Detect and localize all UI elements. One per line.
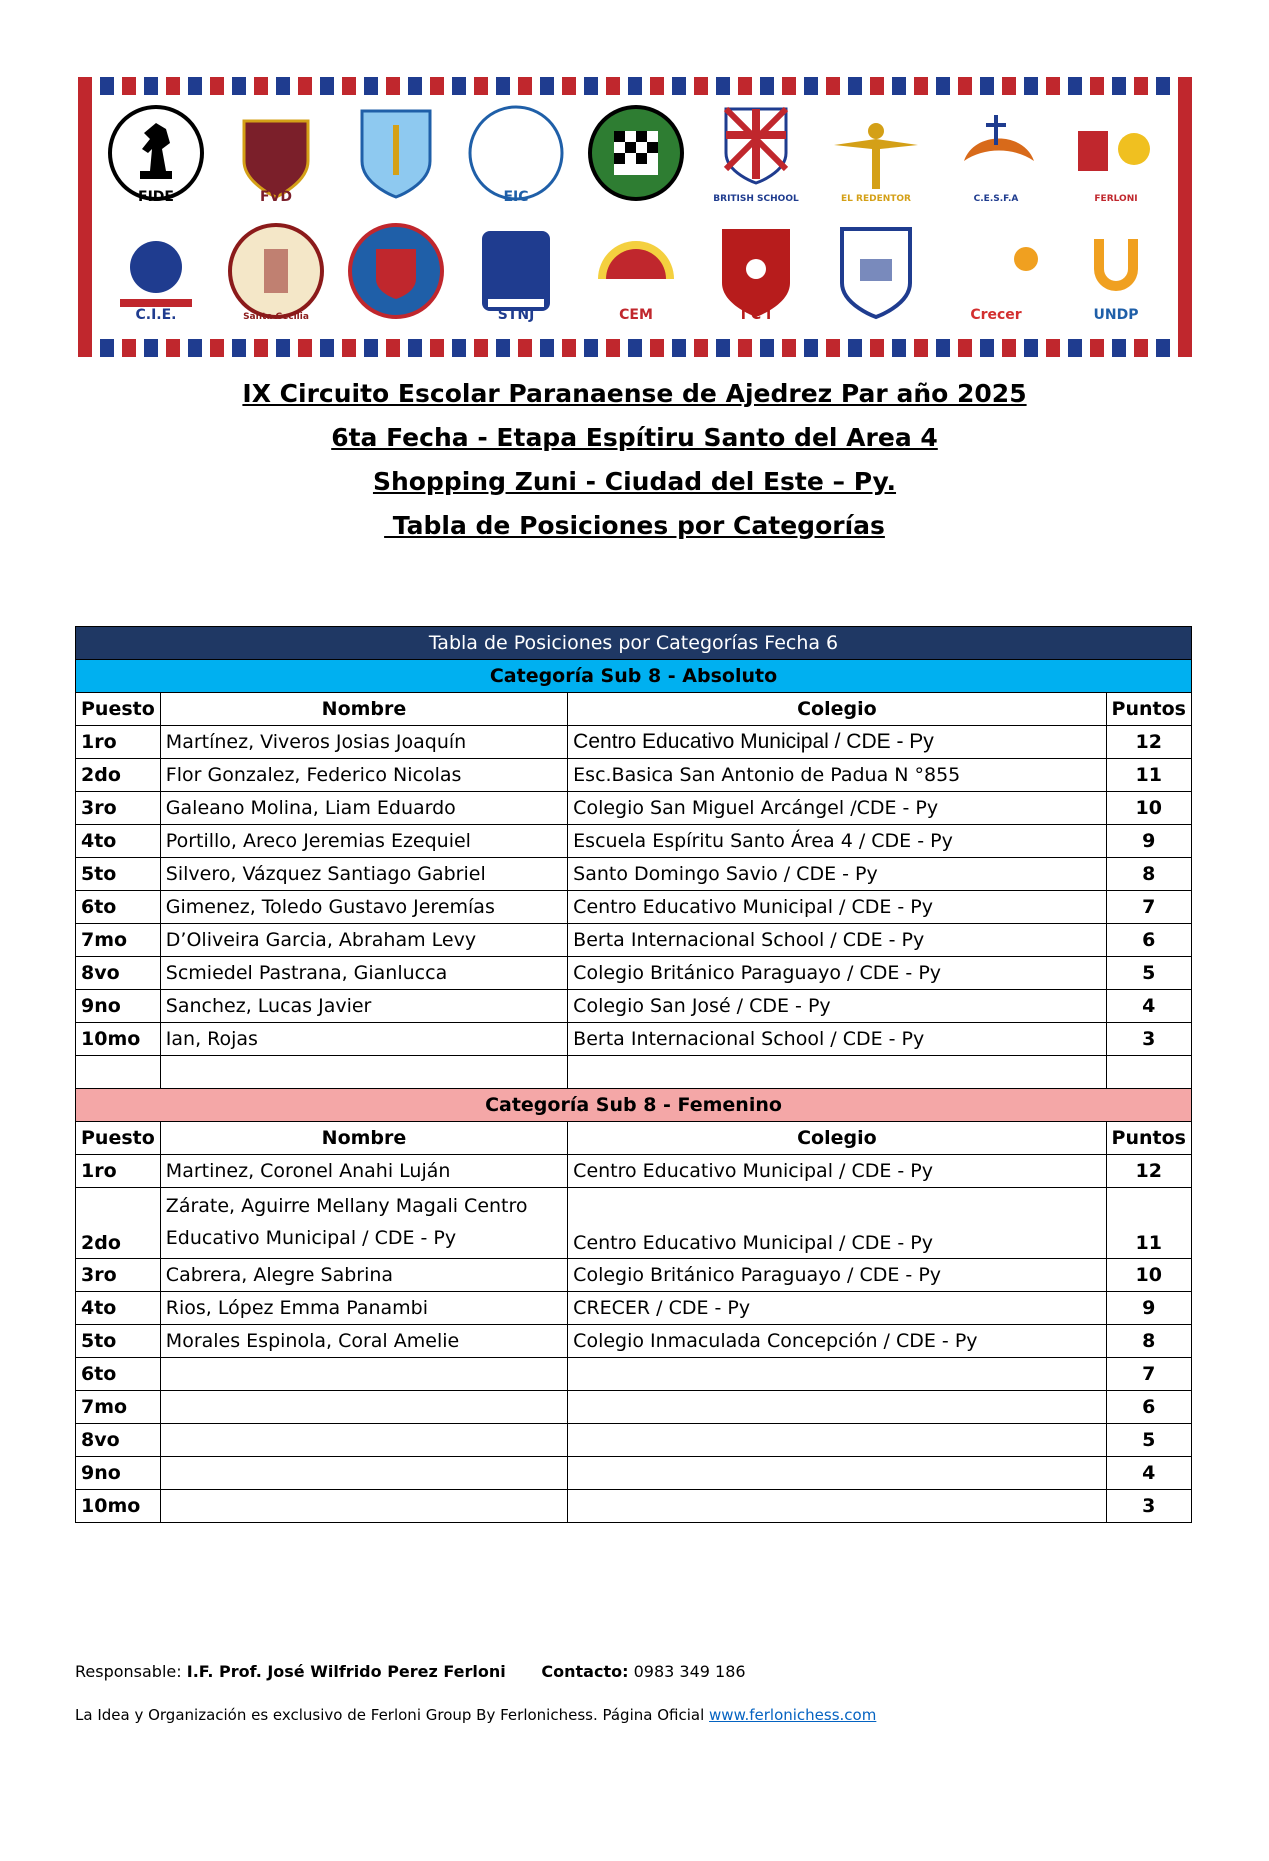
svg-text:CEM: CEM (619, 307, 653, 323)
points-cell: 7 (1106, 891, 1191, 924)
stnj-icon (464, 219, 568, 323)
svg-text:UNDP: UNDP (1093, 307, 1139, 323)
points-cell: 9 (1106, 825, 1191, 858)
name-cell (160, 1424, 567, 1457)
col-puesto: Puesto (76, 1122, 161, 1155)
col-colegio: Colegio (568, 693, 1106, 726)
school-cell (568, 1490, 1106, 1523)
svg-text:EIC: EIC (503, 189, 529, 205)
name-cell: Scmiedel Pastrana, Gianlucca (160, 957, 567, 990)
table-row (76, 1259, 1192, 1292)
empty-row (76, 1056, 1192, 1089)
table-row (76, 726, 1192, 759)
place-cell: 6to (76, 891, 161, 924)
table-row (76, 1490, 1192, 1523)
santa-rita-icon (824, 219, 928, 323)
name-cell: Galeano Molina, Liam Eduardo (160, 792, 567, 825)
table-row (76, 1325, 1192, 1358)
name-cell: D’Oliveira Garcia, Abraham Levy (160, 924, 567, 957)
ferloni-group-icon (1064, 101, 1168, 205)
place-cell: 5to (76, 1325, 161, 1358)
svg-text:FVD: FVD (259, 189, 293, 205)
points-cell: 5 (1106, 957, 1191, 990)
name-cell (160, 1391, 567, 1424)
svg-text:Crecer: Crecer (970, 307, 1022, 323)
title-line-3: Shopping Zuni - Ciudad del Este – Py. (372, 467, 897, 496)
school-cell (568, 1391, 1106, 1424)
table-header: Tabla de Posiciones por Categorías Fecha 6 (76, 627, 1192, 660)
empty-cell (76, 1056, 161, 1089)
ici-icon (704, 219, 808, 323)
table-row (76, 891, 1192, 924)
table-row (76, 1391, 1192, 1424)
empty-cell (1106, 1056, 1191, 1089)
col-puesto: Puesto (76, 693, 161, 726)
svg-text:EL REDENTOR: EL REDENTOR (841, 194, 911, 204)
table-row (76, 1292, 1192, 1325)
school-cell: Colegio Inmaculada Concepción / CDE - Py (568, 1325, 1106, 1358)
table-row (76, 1457, 1192, 1490)
column-header-row (76, 693, 1192, 726)
place-cell: 9no (76, 1457, 161, 1490)
school-cell: Berta Internacional School / CDE - Py (568, 1023, 1106, 1056)
table-row (76, 759, 1192, 792)
place-cell: 5to (76, 858, 161, 891)
place-cell: 3ro (76, 792, 161, 825)
table-row (76, 1188, 1192, 1259)
title-line-1: IX Circuito Escolar Paranaense de Ajedrez Par año 2025 (242, 379, 1027, 408)
school-cell: Santo Domingo Savio / CDE - Py (568, 858, 1106, 891)
svg-text:I C I: I C I (740, 307, 772, 323)
place-cell: 8vo (76, 957, 161, 990)
points-cell: 4 (1106, 1457, 1191, 1490)
school-cell: Colegio Británico Paraguayo / CDE - Py (568, 1259, 1106, 1292)
school-cell (568, 1457, 1106, 1490)
school-cell: Colegio San José / CDE - Py (568, 990, 1106, 1023)
name-cell (160, 1358, 567, 1391)
name-cell (160, 1490, 567, 1523)
place-cell: 4to (76, 825, 161, 858)
points-cell: 5 (1106, 1424, 1191, 1457)
name-cell: Morales Espinola, Coral Amelie (160, 1325, 567, 1358)
school-cell: Centro Educativo Municipal / CDE - Py (568, 1188, 1106, 1259)
colegio-crecer-icon (344, 219, 448, 323)
place-cell: 4to (76, 1292, 161, 1325)
school-cell: Colegio Británico Paraguayo / CDE - Py (568, 957, 1106, 990)
points-cell: 12 (1106, 1155, 1191, 1188)
table-row (76, 792, 1192, 825)
table-row (76, 924, 1192, 957)
name-cell: Flor Gonzalez, Federico Nicolas (160, 759, 567, 792)
svg-text:Santa Cecilia: Santa Cecilia (243, 312, 309, 322)
table-row (76, 1155, 1192, 1188)
name-cell: Zárate, Aguirre Mellany Magali Centro Educativo Municipal / CDE - Py (160, 1188, 567, 1259)
col-colegio: Colegio (568, 1122, 1106, 1155)
category-row-sub8-femenino (76, 1089, 1192, 1122)
school-cell: Centro Educativo Municipal / CDE - Py (568, 726, 1106, 759)
points-cell: 10 (1106, 792, 1191, 825)
school-cell (568, 1358, 1106, 1391)
points-cell: 12 (1106, 726, 1191, 759)
table-row (76, 990, 1192, 1023)
points-cell: 3 (1106, 1023, 1191, 1056)
table-row (76, 1424, 1192, 1457)
svg-text:FIDE: FIDE (138, 189, 174, 205)
name-cell: Sanchez, Lucas Javier (160, 990, 567, 1023)
points-cell: 11 (1106, 1188, 1191, 1259)
santa-cecilia-icon (224, 219, 328, 323)
svg-text:BRITISH SCHOOL: BRITISH SCHOOL (713, 194, 799, 204)
place-cell: 9no (76, 990, 161, 1023)
name-cell: Gimenez, Toledo Gustavo Jeremías (160, 891, 567, 924)
place-cell: 6to (76, 1358, 161, 1391)
contact-label: Contacto: (541, 1662, 629, 1681)
logo-banner (78, 77, 1198, 357)
place-cell: 1ro (76, 1155, 161, 1188)
resp-name: I.F. Prof. José Wilfrido Perez Ferloni (186, 1662, 506, 1681)
british-school-icon (704, 101, 808, 205)
title-line-2: 6ta Fecha - Etapa Espítiru Santo del Area 4 (331, 423, 938, 452)
standings-table (75, 626, 1192, 1523)
school-cell: Berta Internacional School / CDE - Py (568, 924, 1106, 957)
table-row (76, 1358, 1192, 1391)
svg-text:C.I.E.: C.I.E. (135, 307, 177, 323)
school-cell: Escuela Espíritu Santo Área 4 / CDE - Py (568, 825, 1106, 858)
place-cell: 3ro (76, 1259, 161, 1292)
org-text: La Idea y Organización es exclusivo de Ferloni Group By Ferlonichess. Página Oficial (75, 1706, 705, 1724)
colegio-juan-pablo-icon (344, 101, 448, 205)
category-title: Categoría Sub 8 - Absoluto (76, 660, 1192, 693)
empty-cell (568, 1056, 1106, 1089)
website-link[interactable]: www.ferlonichess.com (709, 1706, 877, 1724)
column-header-row (76, 1122, 1192, 1155)
points-cell: 8 (1106, 858, 1191, 891)
points-cell: 8 (1106, 1325, 1191, 1358)
place-cell: 2do (76, 1188, 161, 1259)
undp-icon (1064, 219, 1168, 323)
school-cell: Esc.Basica San Antonio de Padua N °855 (568, 759, 1106, 792)
svg-text:STNJ: STNJ (497, 307, 535, 323)
points-cell: 9 (1106, 1292, 1191, 1325)
eic-icon (464, 101, 568, 205)
table-row (76, 858, 1192, 891)
svg-text:C.E.S.F.A: C.E.S.F.A (973, 194, 1019, 204)
school-cell: Colegio San Miguel Arcángel /CDE - Py (568, 792, 1106, 825)
points-cell: 3 (1106, 1490, 1191, 1523)
place-cell: 2do (76, 759, 161, 792)
name-cell: Rios, López Emma Panambi (160, 1292, 567, 1325)
place-cell: 7mo (76, 1391, 161, 1424)
resp-label: Responsable: (75, 1662, 182, 1681)
title-block (0, 372, 1269, 548)
fvd-shield-icon (224, 101, 328, 205)
footer-responsable (75, 1662, 746, 1681)
place-cell: 10mo (76, 1023, 161, 1056)
points-cell: 6 (1106, 924, 1191, 957)
col-puntos: Puntos (1106, 1122, 1191, 1155)
footer-organization (75, 1706, 876, 1724)
table-row (76, 957, 1192, 990)
points-cell: 7 (1106, 1358, 1191, 1391)
points-cell: 10 (1106, 1259, 1191, 1292)
cie-icon (104, 219, 208, 323)
club-ferlonichess-icon (584, 101, 688, 205)
category-row-sub8-absoluto (76, 660, 1192, 693)
category-title: Categoría Sub 8 - Femenino (76, 1089, 1192, 1122)
contact-value: 0983 349 186 (633, 1662, 746, 1681)
name-cell: Martinez, Coronel Anahi Luján (160, 1155, 567, 1188)
cesfa-icon (944, 101, 1048, 205)
table-row (76, 825, 1192, 858)
col-puntos: Puntos (1106, 693, 1191, 726)
cem-icon (584, 219, 688, 323)
name-cell: Silvero, Vázquez Santiago Gabriel (160, 858, 567, 891)
table-header-row (76, 627, 1192, 660)
name-cell: Martínez, Viveros Josias Joaquín (160, 726, 567, 759)
school-cell: CRECER / CDE - Py (568, 1292, 1106, 1325)
name-cell: Cabrera, Alegre Sabrina (160, 1259, 567, 1292)
svg-text:FERLONI: FERLONI (1094, 194, 1138, 204)
table-row (76, 1023, 1192, 1056)
place-cell: 8vo (76, 1424, 161, 1457)
title-line-4: Tabla de Posiciones por Categorías (384, 511, 885, 540)
place-cell: 10mo (76, 1490, 161, 1523)
el-redentor-icon (824, 101, 928, 205)
crecer-icon (944, 219, 1048, 323)
empty-cell (160, 1056, 567, 1089)
col-nombre: Nombre (160, 1122, 567, 1155)
points-cell: 4 (1106, 990, 1191, 1023)
logo-panel (98, 95, 1178, 339)
points-cell: 6 (1106, 1391, 1191, 1424)
school-cell (568, 1424, 1106, 1457)
name-cell (160, 1457, 567, 1490)
col-nombre: Nombre (160, 693, 567, 726)
school-cell: Centro Educativo Municipal / CDE - Py (568, 891, 1106, 924)
fide-knight-icon (104, 101, 208, 205)
name-cell: Portillo, Areco Jeremias Ezequiel (160, 825, 567, 858)
points-cell: 11 (1106, 759, 1191, 792)
place-cell: 7mo (76, 924, 161, 957)
name-cell: Ian, Rojas (160, 1023, 567, 1056)
place-cell: 1ro (76, 726, 161, 759)
school-cell: Centro Educativo Municipal / CDE - Py (568, 1155, 1106, 1188)
